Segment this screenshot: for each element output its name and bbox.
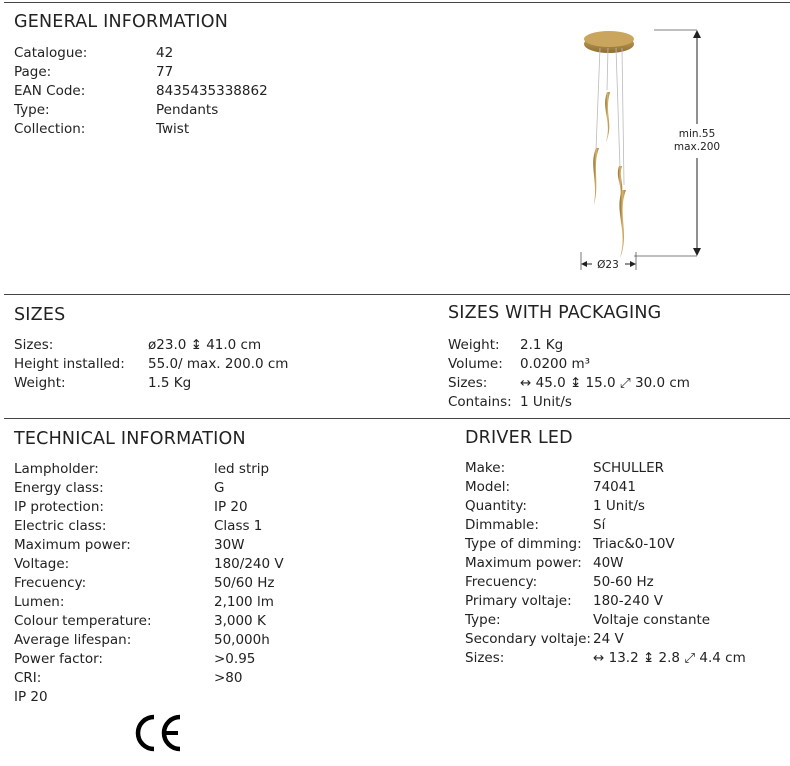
pendant-shape bbox=[593, 148, 599, 205]
technical-row bbox=[14, 460, 414, 479]
row-value: G bbox=[214, 480, 225, 496]
row-label: Sizes: bbox=[448, 375, 488, 391]
row-label: Type: bbox=[14, 102, 50, 118]
row-label: Type of dimming: bbox=[465, 536, 582, 552]
row-label: Electric class: bbox=[14, 518, 107, 534]
technical-row bbox=[14, 498, 414, 517]
row-value: 50/60 Hz bbox=[214, 575, 275, 591]
driver-row bbox=[465, 497, 785, 516]
technical-row bbox=[14, 631, 414, 650]
row-label: Frecuency: bbox=[465, 574, 538, 590]
height-label-max: max.200 bbox=[673, 141, 721, 153]
height-label-min: min.55 bbox=[678, 128, 716, 140]
row-label: Weight: bbox=[448, 337, 500, 353]
technical-row bbox=[14, 669, 414, 688]
row-value: Sí bbox=[593, 517, 606, 533]
row-label: Quantity: bbox=[465, 498, 527, 514]
row-label: Dimmable: bbox=[465, 517, 539, 533]
driver-list bbox=[465, 459, 785, 668]
row-label: Maximum power: bbox=[465, 555, 582, 571]
pendant-shape bbox=[605, 92, 610, 142]
diameter-label: Ø23 bbox=[597, 259, 619, 271]
technical-row bbox=[14, 688, 414, 707]
row-label: Primary voltaje: bbox=[465, 593, 572, 609]
sizes-row bbox=[14, 355, 414, 374]
row-value: >0.95 bbox=[214, 651, 256, 667]
driver-row bbox=[465, 649, 785, 668]
row-value: 180-240 V bbox=[593, 593, 663, 609]
row-label: Height installed: bbox=[14, 356, 125, 372]
technical-row bbox=[14, 517, 414, 536]
ce-mark-icon bbox=[130, 711, 186, 755]
row-value: 1.5 Kg bbox=[148, 375, 192, 391]
canopy-shape bbox=[584, 31, 634, 53]
row-label: Catalogue: bbox=[14, 45, 88, 61]
row-value: 42 bbox=[156, 45, 174, 61]
sizes-list bbox=[14, 336, 414, 393]
row-label: Page: bbox=[14, 64, 52, 80]
row-label: CRI: bbox=[14, 670, 42, 686]
packaging-title: SIZES WITH PACKAGING bbox=[448, 303, 662, 323]
sizes-rule bbox=[4, 294, 790, 295]
driver-row bbox=[465, 478, 785, 497]
row-value: 1 Unit/s bbox=[520, 394, 572, 410]
row-label: Average lifespan: bbox=[14, 632, 132, 648]
driver-row bbox=[465, 516, 785, 535]
row-value: 74041 bbox=[593, 479, 636, 495]
row-label: Secondary voltaje: bbox=[465, 631, 591, 647]
driver-row bbox=[465, 554, 785, 573]
technical-row bbox=[14, 574, 414, 593]
row-value: 50-60 Hz bbox=[593, 574, 654, 590]
row-label: Type: bbox=[465, 612, 501, 628]
driver-row bbox=[465, 611, 785, 630]
row-value: 1 Unit/s bbox=[593, 498, 645, 514]
row-label: IP 20 bbox=[14, 689, 48, 705]
pendant-shape bbox=[619, 190, 626, 258]
packaging-row bbox=[448, 374, 778, 393]
technical-rule bbox=[4, 418, 790, 419]
general-row bbox=[14, 82, 344, 101]
general-list bbox=[14, 44, 344, 139]
row-value: 55.0/ max. 200.0 cm bbox=[148, 356, 289, 372]
row-value: 2,100 lm bbox=[214, 594, 274, 610]
general-row bbox=[14, 120, 344, 139]
row-label: Model: bbox=[465, 479, 511, 495]
row-value: ↔ 13.2 ↨ 2.8 ⤢ 4.4 cm bbox=[593, 650, 746, 666]
row-label: Weight: bbox=[14, 375, 66, 391]
technical-row bbox=[14, 479, 414, 498]
technical-row bbox=[14, 536, 414, 555]
row-value: 30W bbox=[214, 537, 245, 553]
row-label: Lampholder: bbox=[14, 461, 99, 477]
row-value: Voltaje constante bbox=[593, 612, 711, 628]
sizes-row bbox=[14, 374, 414, 393]
driver-title: DRIVER LED bbox=[465, 428, 573, 448]
row-value: Class 1 bbox=[214, 518, 263, 534]
row-value: 180/240 V bbox=[214, 556, 284, 572]
sizes-title: SIZES bbox=[14, 305, 66, 325]
top-rule bbox=[4, 2, 790, 3]
row-value: 8435435338862 bbox=[156, 83, 268, 99]
row-value: 50,000h bbox=[214, 632, 270, 648]
driver-row bbox=[465, 459, 785, 478]
general-row bbox=[14, 101, 344, 120]
row-value: ø23.0 ↨ 41.0 cm bbox=[148, 337, 262, 353]
row-label: Frecuency: bbox=[14, 575, 87, 591]
row-value: >80 bbox=[214, 670, 243, 686]
row-label: Voltage: bbox=[14, 556, 70, 572]
row-label: Sizes: bbox=[465, 650, 505, 666]
sizes-row bbox=[14, 336, 414, 355]
row-label: Power factor: bbox=[14, 651, 103, 667]
row-value: 0.0200 m³ bbox=[520, 356, 591, 372]
technical-row bbox=[14, 612, 414, 631]
row-label: Make: bbox=[465, 460, 506, 476]
technical-row bbox=[14, 555, 414, 574]
row-label: EAN Code: bbox=[14, 83, 86, 99]
packaging-row bbox=[448, 355, 778, 374]
row-label: Maximum power: bbox=[14, 537, 131, 553]
row-label: Lumen: bbox=[14, 594, 65, 610]
packaging-list bbox=[448, 336, 778, 412]
row-value: Pendants bbox=[156, 102, 219, 118]
technical-row bbox=[14, 593, 414, 612]
row-value: 24 V bbox=[593, 631, 624, 647]
row-label: Colour temperature: bbox=[14, 613, 152, 629]
general-title: GENERAL INFORMATION bbox=[14, 12, 228, 32]
row-value: Twist bbox=[156, 121, 190, 137]
row-label: Contains: bbox=[448, 394, 512, 410]
packaging-row bbox=[448, 393, 778, 412]
technical-list bbox=[14, 460, 414, 707]
row-label: Sizes: bbox=[14, 337, 54, 353]
driver-row bbox=[465, 573, 785, 592]
row-value: 77 bbox=[156, 64, 174, 80]
row-value: ↔ 45.0 ↨ 15.0 ⤢ 30.0 cm bbox=[520, 375, 690, 391]
row-value: 3,000 K bbox=[214, 613, 266, 629]
technical-title: TECHNICAL INFORMATION bbox=[14, 429, 246, 449]
technical-row bbox=[14, 650, 414, 669]
packaging-row bbox=[448, 336, 778, 355]
row-label: Energy class: bbox=[14, 480, 104, 496]
row-value: SCHULLER bbox=[593, 460, 664, 476]
driver-row bbox=[465, 630, 785, 649]
row-value: led strip bbox=[214, 461, 270, 477]
row-value: IP 20 bbox=[214, 499, 248, 515]
row-label: Volume: bbox=[448, 356, 503, 372]
driver-row bbox=[465, 592, 785, 611]
row-value: 2.1 Kg bbox=[520, 337, 564, 353]
row-label: IP protection: bbox=[14, 499, 104, 515]
driver-row bbox=[465, 535, 785, 554]
row-value: Triac&0-10V bbox=[593, 536, 675, 552]
general-row bbox=[14, 44, 344, 63]
product-drawing bbox=[570, 20, 730, 280]
row-label: Collection: bbox=[14, 121, 86, 137]
row-value: 40W bbox=[593, 555, 624, 571]
general-row bbox=[14, 63, 344, 82]
